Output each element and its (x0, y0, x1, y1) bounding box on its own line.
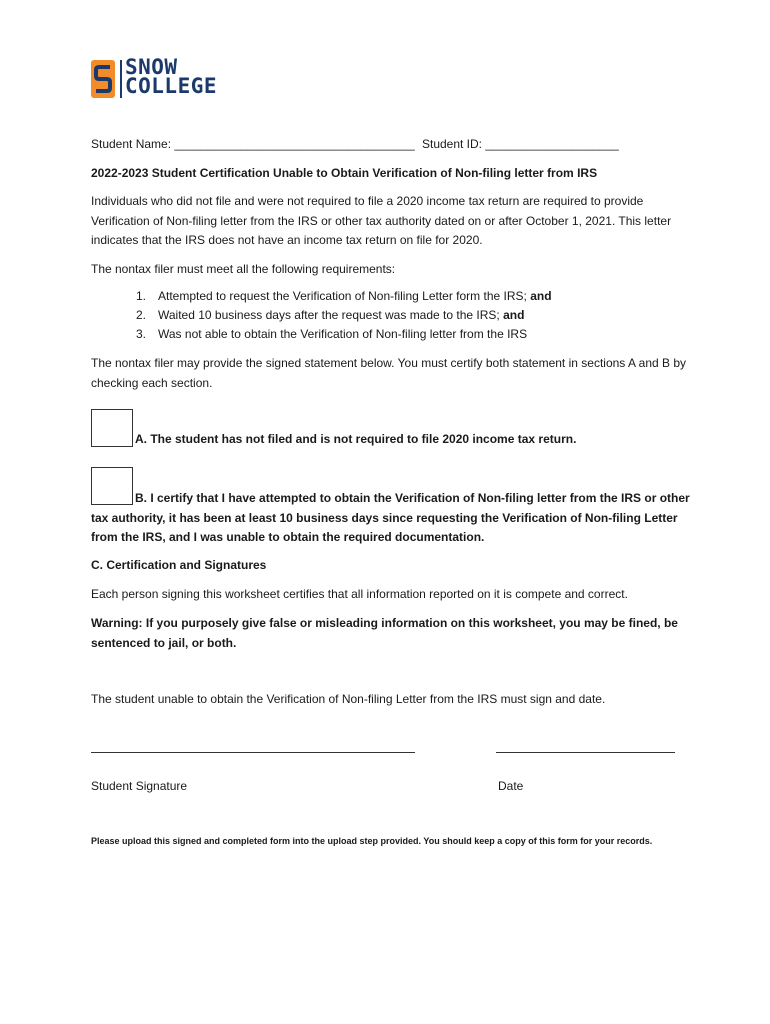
logo-separator (120, 60, 122, 98)
certification-statement: Each person signing this worksheet certifies that all information reported on it is compete and correct. (91, 587, 628, 601)
logo-line-2: COLLEGE (125, 74, 218, 98)
requirements-lead: The nontax filer must meet all the following requirements: (91, 262, 396, 276)
date-line[interactable] (496, 752, 675, 753)
snow-college-logo (91, 55, 223, 100)
student-fields-row (91, 135, 619, 154)
logo-line-1: SNOW (125, 55, 178, 79)
snow-college-s-mark-icon (91, 60, 115, 98)
section-b-text: B. I certify that I have attempted to obtain the Verification of Non-filing letter from the IRS or other tax authority, it has been at least 10 business days since requesting the Verification of Non-filing Letter from the IRS, and I was unable to obtain the required documentation. (91, 491, 690, 544)
section-a-checkbox[interactable] (91, 409, 133, 447)
upload-note: Please upload this signed and completed form into the upload step provided. You should keep a copy of this form for your records. (91, 836, 653, 846)
section-c-heading: C. Certification and Signatures (91, 558, 267, 572)
student-signature-line[interactable] (91, 752, 415, 753)
student-name-field[interactable]: Student Name: ____________________________________ (91, 137, 415, 151)
logo-wordmark (125, 55, 218, 98)
student-signature-label: Student Signature (91, 779, 188, 793)
requirement-item: 2. Waited 10 business days after the request was made to the IRS; and (136, 308, 525, 322)
section-a-text: A. The student has not filed and is not required to file 2020 income tax return. (135, 432, 577, 446)
warning-text: Warning: If you purposely give false or misleading information on this worksheet, you may be fined, be sentenced to jail, or both. (91, 616, 678, 650)
date-label: Date (498, 779, 524, 793)
sign-instruction: The student unable to obtain the Verification of Non-filing Letter from the IRS must sign and date. (91, 692, 606, 706)
nontax-statement: The nontax filer may provide the signed statement below. You must certify both statement in sections A and B by checking each section. (91, 356, 687, 390)
student-id-field[interactable]: Student ID: ____________________ (421, 137, 619, 151)
form-title: 2022-2023 Student Certification Unable to Obtain Verification of Non-filing letter from IRS (91, 166, 598, 180)
requirements-list (136, 287, 552, 344)
requirement-item: 1. Attempted to request the Verification of Non-filing Letter form the IRS; and (136, 289, 552, 303)
intro-paragraph: Individuals who did not file and were not required to file a 2020 income tax return are required to provide Verification of Non-filing letter from the IRS or other tax authority dated on or after October 1, 2021. This letter indicates that the IRS does not have an income tax return on file for 2020. (91, 194, 672, 247)
requirement-item: 3. Was not able to obtain the Verification of Non-filing letter from the IRS (136, 327, 528, 341)
